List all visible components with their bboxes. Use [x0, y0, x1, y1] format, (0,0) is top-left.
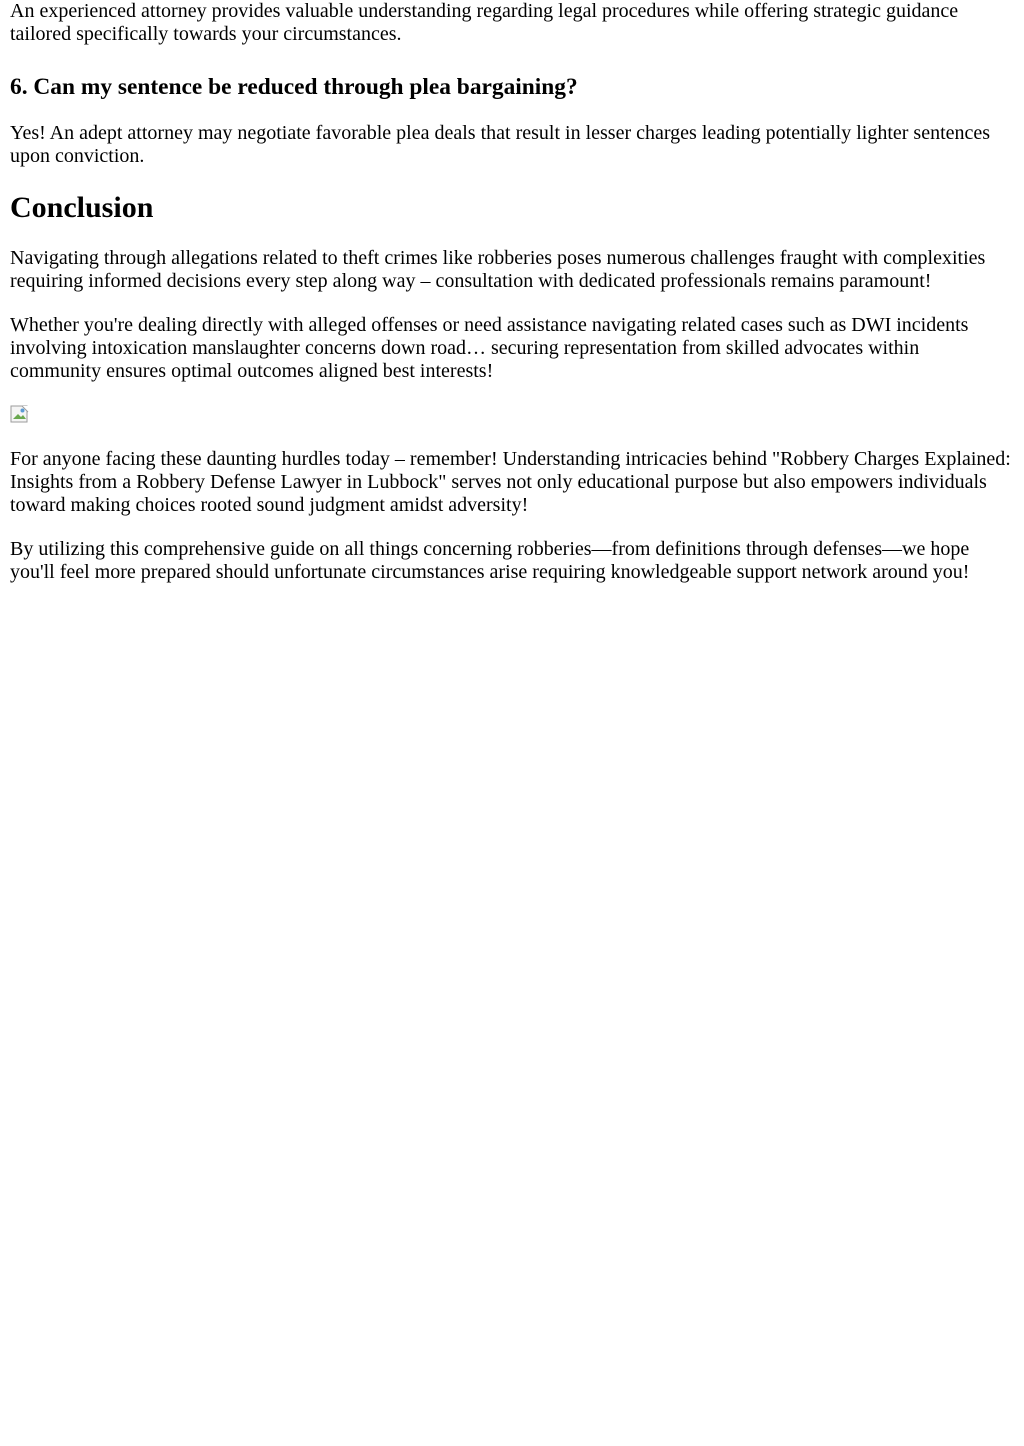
conclusion-paragraph-3: For anyone facing these daunting hurdles today – remember! Understanding intricacies behind "Robbery Charges Explained: Insights from a Robbery Defense Lawyer in Lubbock" serves not only educational purpose but also empowers individuals toward making choices rooted sound judgment amidst adversity! — [10, 448, 1011, 516]
faq-6-heading: 6. Can my sentence be reduced through plea bargaining? — [10, 74, 578, 100]
intro-paragraph: An experienced attorney provides valuable understanding regarding legal procedures while offering strategic guidance tailored specifically towards your circumstances. — [10, 0, 959, 45]
conclusion-paragraph-4: By utilizing this comprehensive guide on all things concerning robberies—from definitions through defenses—we hope you'll feel more prepared should unfortunate circumstances arise requiring knowledgeable support network around you! — [10, 538, 970, 583]
article-page — [0, 0, 1024, 584]
conclusion-heading: Conclusion — [10, 191, 154, 224]
broken-image-icon — [10, 404, 30, 424]
conclusion-paragraph-2: Whether you're dealing directly with alleged offenses or need assistance navigating related cases such as DWI incidents involving intoxication manslaughter concerns down road… securing representation from skilled advocates within community ensures optimal outcomes aligned best interests! — [10, 314, 969, 382]
faq-6-answer: Yes! An adept attorney may negotiate favorable plea deals that result in lesser charges leading potentially lighter sentences upon conviction. — [10, 122, 991, 167]
conclusion-paragraph-1: Navigating through allegations related to theft crimes like robberies poses numerous challenges fraught with complexities requiring informed decisions every step along way – consultation with dedicated professionals remains paramount! — [10, 247, 986, 292]
